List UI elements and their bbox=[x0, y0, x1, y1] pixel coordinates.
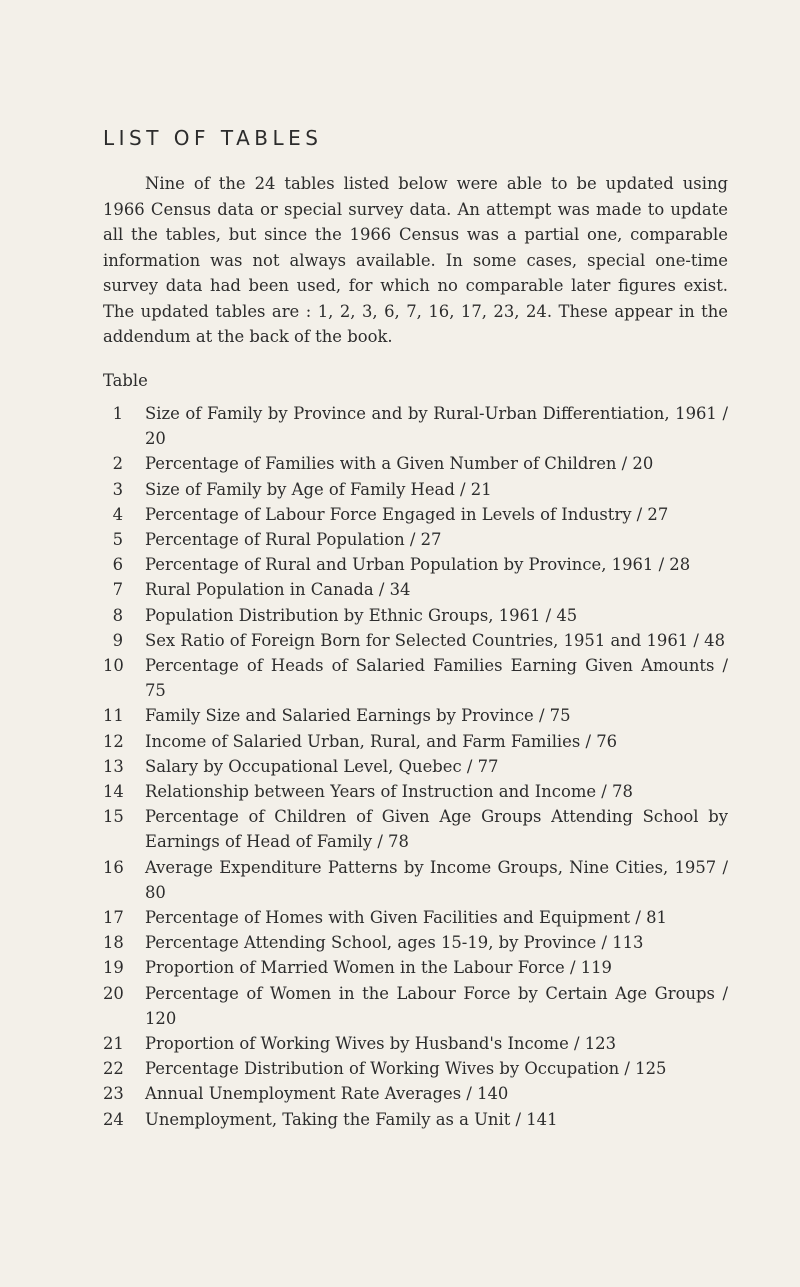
table-title: Sex Ratio of Foreign Born for Selected Countries, 1951 and 1961 / 48 bbox=[145, 630, 726, 650]
table-number: 13 bbox=[103, 756, 124, 776]
table-title: Percentage of Labour Force Engaged in Levels of Industry / 27 bbox=[145, 504, 669, 524]
table-row bbox=[103, 754, 728, 779]
table-title: Proportion of Married Women in the Labour Force / 119 bbox=[145, 958, 612, 978]
table-row bbox=[103, 1081, 728, 1106]
table-row bbox=[103, 552, 728, 577]
table-title: Percentage Attending School, ages 15-19, by Province / 113 bbox=[145, 933, 644, 953]
table-number: 1 bbox=[112, 404, 123, 423]
table-number: 3 bbox=[112, 479, 123, 499]
table-number: 20 bbox=[103, 983, 124, 1003]
table-title: Percentage of Heads of Salaried Families Earning Given Amounts / 75 bbox=[145, 656, 728, 701]
table-title: Family Size and Salaried Earnings by Province / 75 bbox=[145, 706, 571, 726]
table-title: Percentage of Families with a Given Number of Children / 20 bbox=[145, 454, 654, 474]
table-row bbox=[103, 653, 728, 703]
intro-paragraph: Nine of the 24 tables listed below were able to be updated using 1966 Census data or special survey data. An attempt was made to update all the tables, but since the 1966 Census was a partial one, comparable information was not always available. In some cases, special one-time survey data had been used, for which no comparable later figures exist. The updated tables are : 1, 2, 3, 6, 7, 16, 17, 23, 24. These appear in the addendum at the back of the book. bbox=[103, 174, 728, 346]
table-row bbox=[103, 628, 728, 653]
table-number: 24 bbox=[103, 1109, 124, 1129]
table-number: 18 bbox=[103, 933, 124, 953]
table-row bbox=[103, 703, 728, 728]
table-title: Annual Unemployment Rate Averages / 140 bbox=[145, 1084, 509, 1104]
table-number: 4 bbox=[112, 504, 123, 524]
table-row bbox=[103, 955, 728, 980]
table-title: Relationship between Years of Instruction and Income / 78 bbox=[145, 782, 633, 802]
table-number: 23 bbox=[103, 1084, 124, 1104]
table-title: Percentage of Homes with Given Facilities and Equipment / 81 bbox=[145, 908, 667, 928]
table-list bbox=[103, 401, 728, 1132]
table-number: 15 bbox=[103, 807, 124, 827]
table-title: Size of Family by Age of Family Head / 21 bbox=[145, 479, 492, 499]
table-row bbox=[103, 804, 728, 854]
table-title: Unemployment, Taking the Family as a Unit / 141 bbox=[145, 1109, 558, 1129]
table-number: 9 bbox=[112, 630, 123, 650]
table-title: Percentage Distribution of Working Wives by Occupation / 125 bbox=[145, 1059, 667, 1079]
table-row bbox=[103, 1056, 728, 1081]
table-row bbox=[103, 779, 728, 804]
table-row bbox=[103, 1031, 728, 1056]
table-row bbox=[103, 603, 728, 628]
table-row bbox=[103, 981, 728, 1031]
table-title: Proportion of Working Wives by Husband's Income / 123 bbox=[145, 1034, 616, 1054]
table-title: Percentage of Women in the Labour Force by Certain Age Groups / 120 bbox=[145, 983, 728, 1028]
page-title: LIST OF TABLES bbox=[103, 126, 323, 150]
table-number: 16 bbox=[103, 857, 124, 877]
table-title: Size of Family by Province and by Rural-Urban Differentiation, 1961 / 20 bbox=[145, 404, 728, 449]
table-title: Percentage of Rural Population / 27 bbox=[145, 530, 442, 550]
table-number: 10 bbox=[103, 656, 124, 676]
table-number: 6 bbox=[112, 555, 123, 575]
table-row bbox=[103, 930, 728, 955]
table-number: 5 bbox=[112, 530, 123, 550]
table-row bbox=[103, 477, 728, 502]
table-number: 7 bbox=[112, 580, 123, 600]
table-number: 17 bbox=[103, 908, 124, 928]
table-title: Population Distribution by Ethnic Groups, 1961 / 45 bbox=[145, 605, 578, 625]
table-title: Average Expenditure Patterns by Income Groups, Nine Cities, 1957 / 80 bbox=[145, 857, 728, 902]
table-row bbox=[103, 401, 728, 451]
table-number: 2 bbox=[112, 454, 123, 474]
table-row bbox=[103, 451, 728, 476]
table-row bbox=[103, 527, 728, 552]
table-title: Salary by Occupational Level, Quebec / 77 bbox=[145, 756, 499, 776]
table-row bbox=[103, 729, 728, 754]
table-title: Rural Population in Canada / 34 bbox=[145, 580, 411, 600]
table-title: Percentage of Rural and Urban Population by Province, 1961 / 28 bbox=[145, 555, 691, 575]
table-row bbox=[103, 1107, 728, 1132]
table-column-heading: Table bbox=[103, 371, 148, 390]
table-title: Income of Salaried Urban, Rural, and Farm Families / 76 bbox=[145, 731, 618, 751]
table-row bbox=[103, 577, 728, 602]
table-number: 12 bbox=[103, 731, 124, 751]
table-number: 8 bbox=[112, 605, 123, 625]
table-number: 19 bbox=[103, 958, 124, 978]
table-row bbox=[103, 502, 728, 527]
table-number: 14 bbox=[103, 782, 124, 802]
table-row bbox=[103, 905, 728, 930]
table-number: 21 bbox=[103, 1034, 124, 1054]
table-number: 22 bbox=[103, 1059, 124, 1079]
table-row bbox=[103, 855, 728, 905]
table-number: 11 bbox=[103, 706, 124, 726]
table-title: Percentage of Children of Given Age Groups Attending School by Earnings of Head of Family / 78 bbox=[145, 807, 728, 852]
